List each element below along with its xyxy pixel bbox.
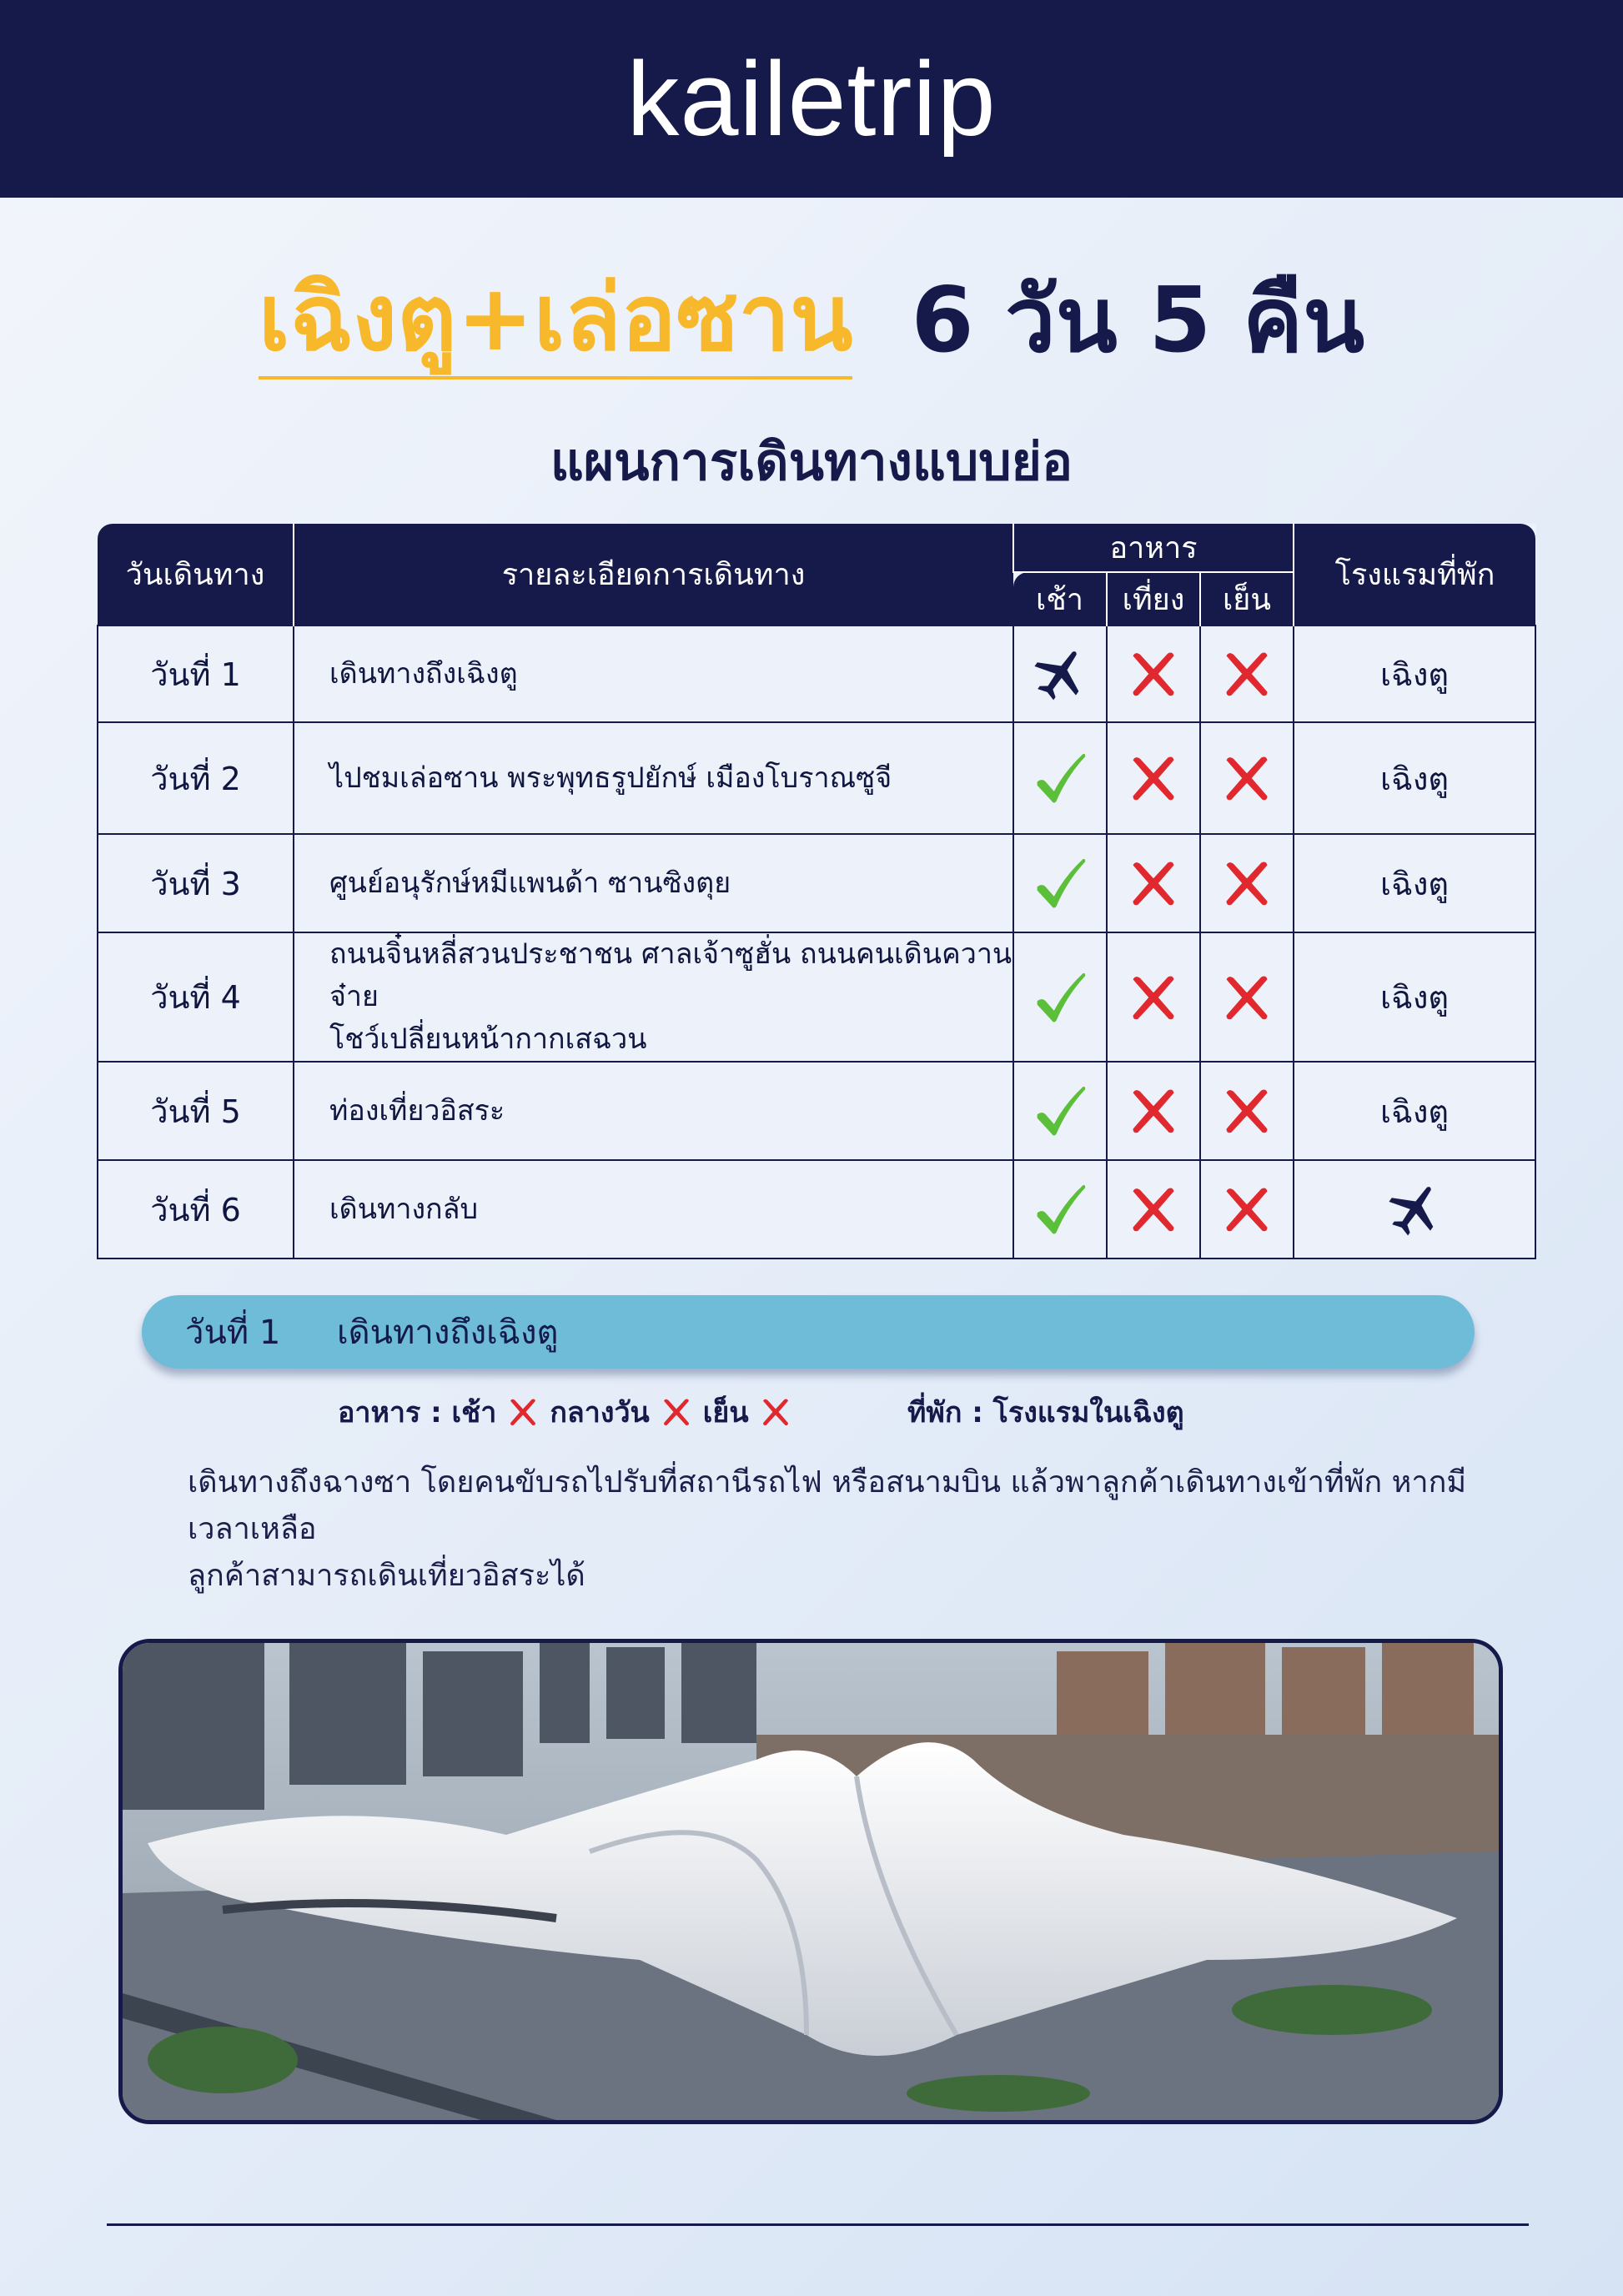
check-icon <box>1030 967 1090 1027</box>
row-hotel: เฉิงตู <box>1294 834 1535 932</box>
row-day: วันที่ 4 <box>98 932 294 1062</box>
meal-dinner-label: เย็น <box>702 1396 749 1429</box>
day-1-meals <box>338 1388 802 1436</box>
row-day: วันที่ 6 <box>98 1160 294 1259</box>
cross-icon <box>1217 967 1277 1027</box>
cross-icon <box>1217 1179 1277 1239</box>
day-1-stay: ที่พัก : โรงแรมในเฉิงตู <box>907 1396 1184 1429</box>
footer-divider <box>107 2223 1529 2226</box>
cityscape-image <box>123 1643 1499 2120</box>
check-icon <box>1030 853 1090 913</box>
header-meals: อาหาร <box>1013 524 1294 572</box>
table-row <box>98 834 1535 932</box>
cross-icon <box>658 1394 695 1430</box>
description-line-2: ลูกค้าสามารถเดินเที่ยวอิสระได้ <box>188 1559 585 1593</box>
row-detail: ถนนจิ๋นหลี่สวนประชาชน ศาลเจ้าซูฮั่น ถนนคนเดินควานจ๋าย <box>329 937 1012 1013</box>
section-heading: แผนการเดินทางแบบย่อ <box>550 431 1073 492</box>
description-line-1: เดินทางถึงฉางซา โดยคนขับรถไปรับที่สถานีรถไฟ หรือสนามบิน แล้วพาลูกค้าเดินทางเข้าที่พัก หากมีเวลาเหลือ <box>188 1465 1467 1546</box>
cross-icon <box>757 1394 794 1430</box>
plane-icon <box>1384 1179 1445 1239</box>
check-icon <box>1030 1179 1090 1239</box>
row-detail: เดินทางถึงเฉิงตู <box>294 625 1013 722</box>
day-1-label: วันที่ 1 <box>185 1314 281 1352</box>
header-detail: รายละเอียดการเดินทาง <box>294 524 1013 625</box>
row-hotel: เฉิงตู <box>1294 1062 1535 1160</box>
tour-duration: 6 วัน 5 คืน <box>911 269 1365 374</box>
row-hotel: เฉิงตู <box>1294 625 1535 722</box>
top-banner <box>0 0 1623 198</box>
row-detail: เดินทางกลับ <box>294 1160 1013 1259</box>
header-day: วันเดินทาง <box>98 524 294 625</box>
row-day: วันที่ 1 <box>98 625 294 722</box>
meal-lunch-label: กลางวัน <box>550 1396 650 1429</box>
table-row <box>98 625 1535 722</box>
plane-icon <box>1030 644 1090 704</box>
header-hotel: โรงแรมที่พัก <box>1294 524 1535 625</box>
destination-photo <box>118 1639 1503 2124</box>
row-day: วันที่ 5 <box>98 1062 294 1160</box>
cross-icon <box>1217 1081 1277 1141</box>
brand-logo: kailetrip <box>626 40 997 158</box>
check-icon <box>1030 1081 1090 1141</box>
row-hotel: เฉิงตู <box>1294 722 1535 834</box>
itinerary-table <box>97 524 1536 1259</box>
cross-icon <box>505 1394 541 1430</box>
cross-icon <box>1217 644 1277 704</box>
table-row <box>98 932 1535 1062</box>
cross-icon <box>1123 967 1183 1027</box>
tour-name: เฉิงตู+เล่อซาน <box>259 263 853 379</box>
day-1-description <box>188 1459 1489 1600</box>
header-breakfast: เช้า <box>1013 572 1107 625</box>
tour-title <box>0 259 1623 384</box>
cross-icon <box>1123 644 1183 704</box>
table-row <box>98 722 1535 834</box>
cross-icon <box>1217 748 1277 808</box>
row-detail: ท่องเที่ยวอิสระ <box>294 1062 1013 1160</box>
cross-icon <box>1123 748 1183 808</box>
cross-icon <box>1123 1081 1183 1141</box>
cross-icon <box>1123 1179 1183 1239</box>
row-detail: ศูนย์อนุรักษ์หมีแพนด้า ซานซิงตุย <box>294 834 1013 932</box>
header-dinner: เย็น <box>1200 572 1294 625</box>
cross-icon <box>1123 853 1183 913</box>
day-1-title: เดินทางถึงเฉิงตู <box>337 1314 559 1352</box>
table-row <box>98 1160 1535 1259</box>
row-day: วันที่ 3 <box>98 834 294 932</box>
row-detail: ไปชมเล่อซาน พระพุทธรูปยักษ์ เมืองโบราณซูจี <box>294 722 1013 834</box>
row-day: วันที่ 2 <box>98 722 294 834</box>
header-lunch: เที่ยง <box>1107 572 1200 625</box>
table-row <box>98 1062 1535 1160</box>
row-hotel: เฉิงตู <box>1294 932 1535 1062</box>
cross-icon <box>1217 853 1277 913</box>
meal-breakfast-label: อาหาร : เช้า <box>338 1396 497 1429</box>
check-icon <box>1030 748 1090 808</box>
day-1-banner <box>142 1295 1475 1369</box>
row-detail-line2: โชว์เปลี่ยนหน้ากากเสฉวน <box>329 1022 647 1056</box>
